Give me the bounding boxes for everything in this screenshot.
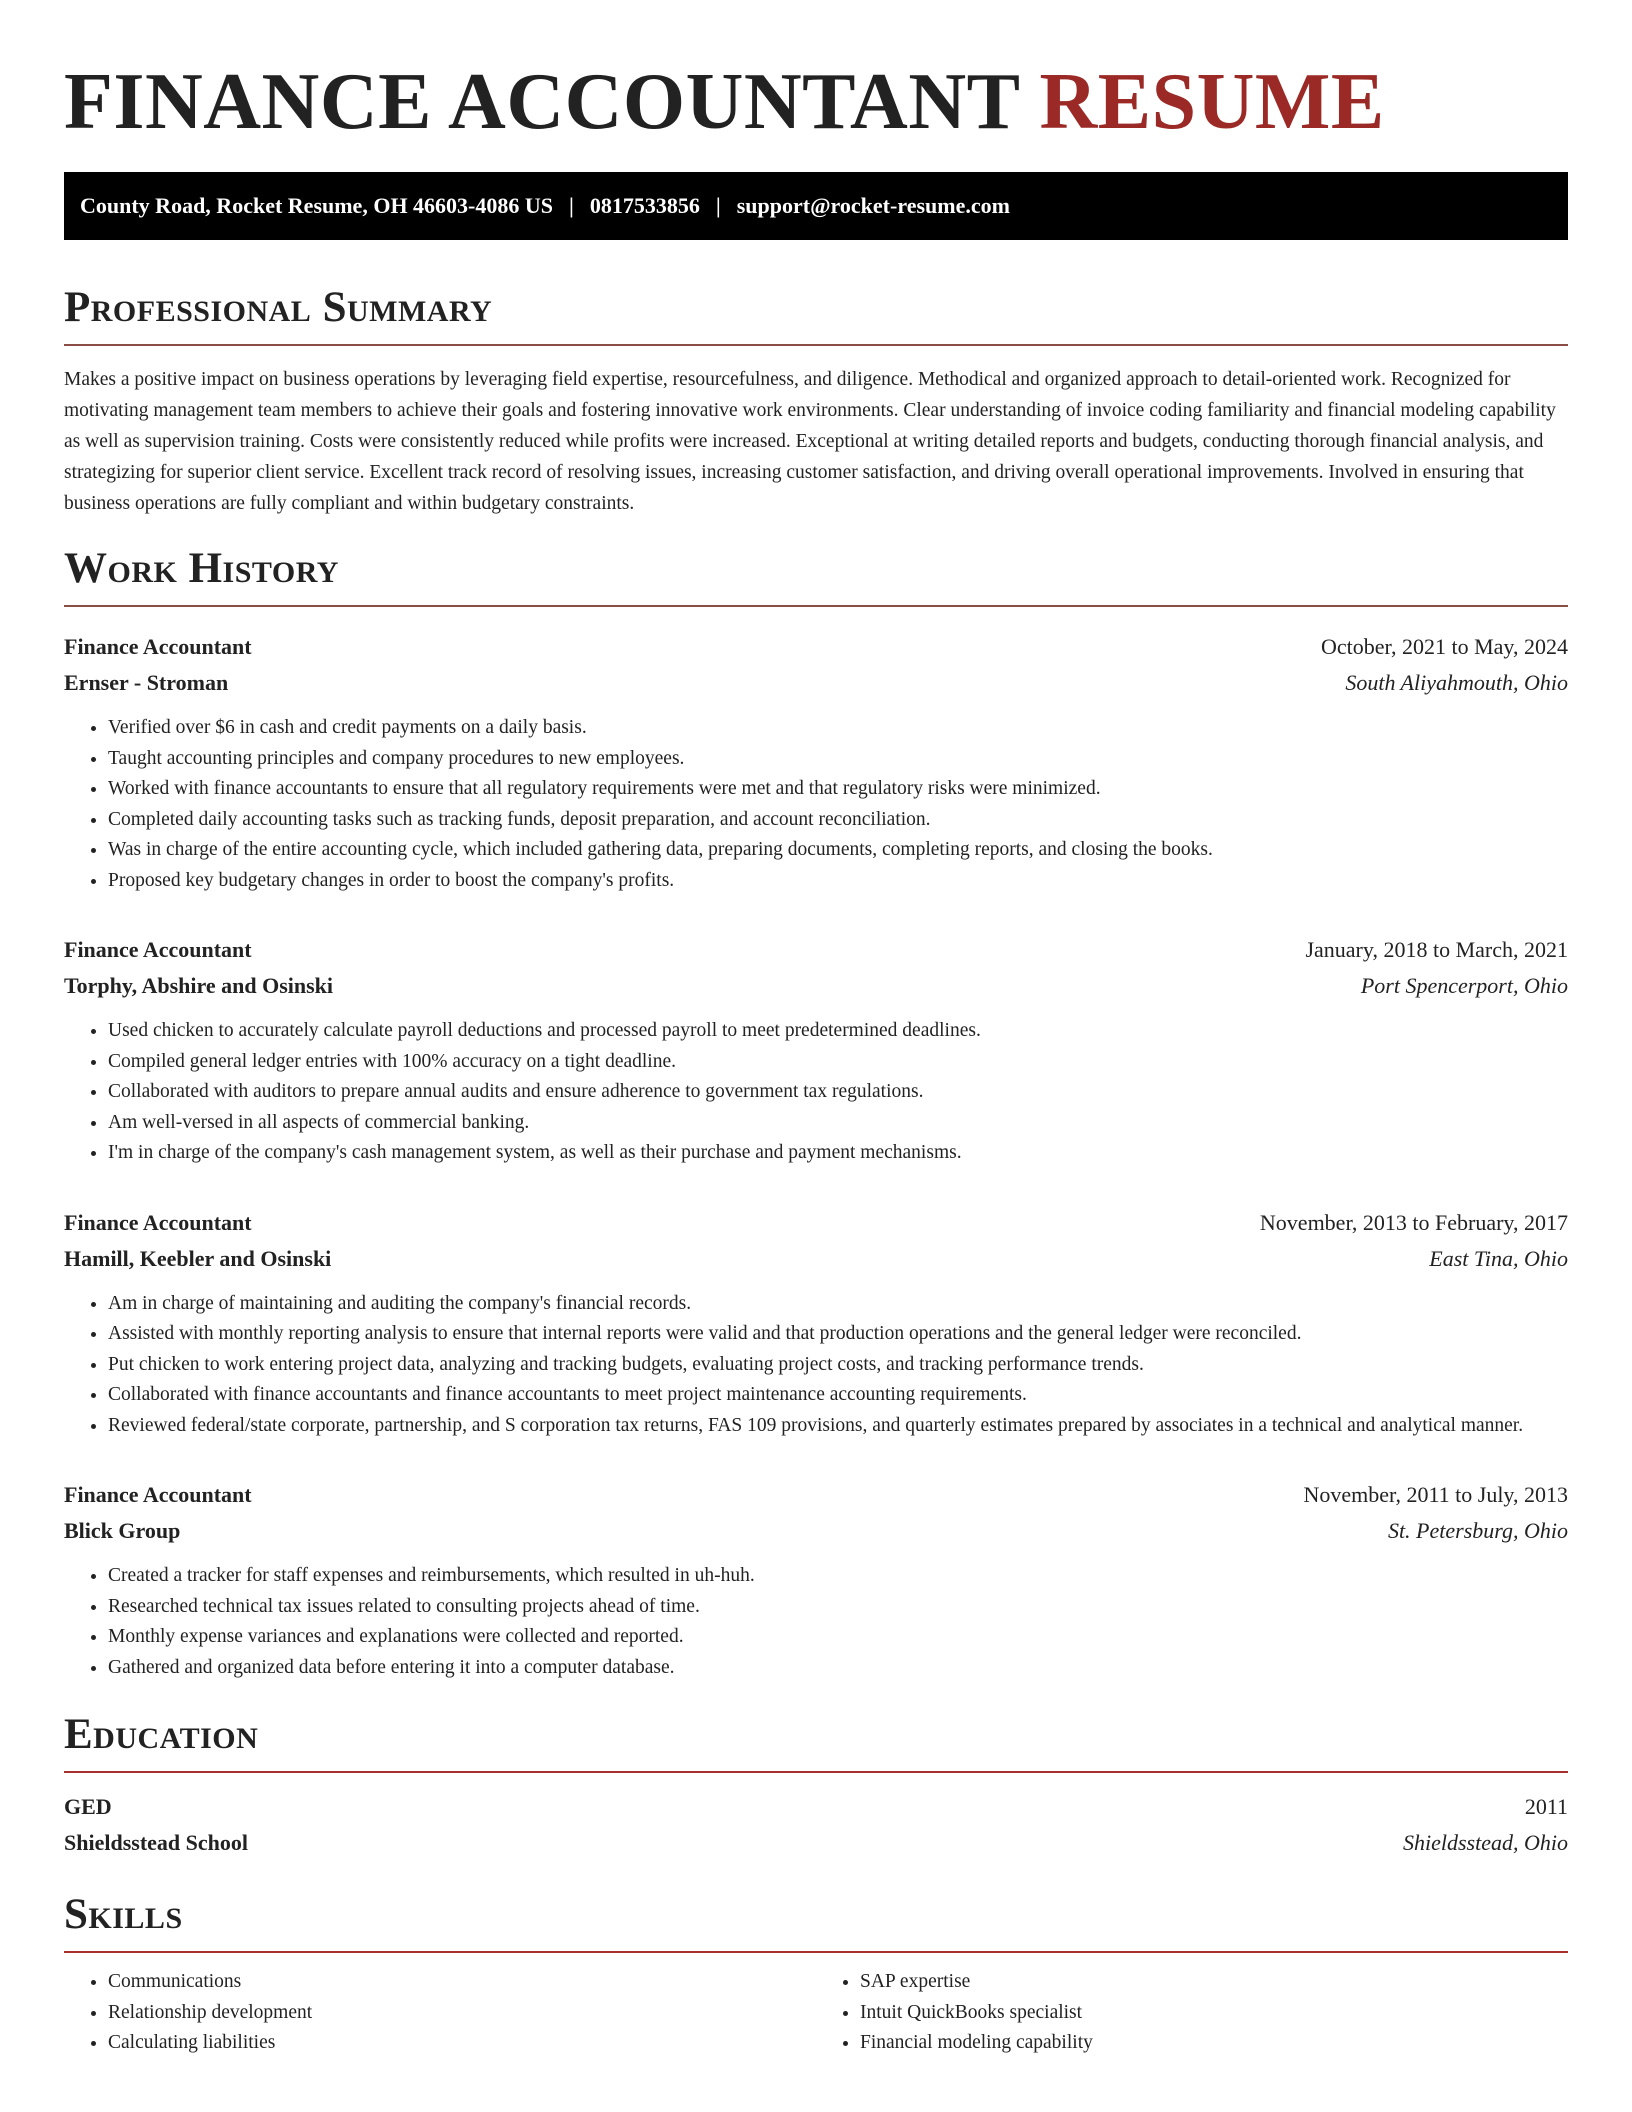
section-divider bbox=[64, 344, 1568, 346]
skill-item: • Calculating liabilities bbox=[108, 2028, 816, 2059]
education-degree: GED bbox=[64, 1794, 112, 1819]
job-bullet: • Verified over $6 in cash and credit payments on a daily basis. bbox=[108, 713, 1568, 744]
job-bullet: • Compiled general ledger entries with 100% accuracy on a tight deadline. bbox=[108, 1047, 1568, 1078]
skills-heading: Skills bbox=[64, 1891, 183, 1938]
education-school: Shieldsstead School bbox=[64, 1830, 248, 1855]
skill-item: • SAP expertise bbox=[860, 1967, 1568, 1998]
job-bullets bbox=[64, 1289, 1568, 1442]
job-bullet: • Gathered and organized data before entering it into a computer database. bbox=[108, 1653, 1568, 1684]
work-history-heading: Work History bbox=[64, 545, 339, 592]
job-bullet: • Assisted with monthly reporting analysis to ensure that internal reports were valid and that production operations and the general ledger were reconciled. bbox=[108, 1319, 1568, 1350]
job-dates: November, 2013 to February, 2017 bbox=[1259, 1209, 1568, 1235]
job-bullet: • Monthly expense variances and explanations were collected and reported. bbox=[108, 1622, 1568, 1653]
job-bullet: • Created a tracker for staff expenses and reimbursements, which resulted in uh-huh. bbox=[108, 1561, 1568, 1592]
job-bullet: • Was in charge of the entire accounting cycle, which included gathering data, preparing documents, completing reports, and closing the books. bbox=[108, 835, 1568, 866]
education-location: Shieldsstead, Ohio bbox=[1403, 1830, 1568, 1855]
skills-list-right bbox=[816, 1967, 1568, 2059]
skill-item: • Intuit QuickBooks specialist bbox=[860, 1998, 1568, 2029]
job-entry bbox=[64, 932, 1568, 1169]
job-location: Port Spencerport, Ohio bbox=[1360, 973, 1568, 998]
job-row-bottom bbox=[64, 1513, 1568, 1549]
job-bullets bbox=[64, 713, 1568, 896]
education-entry bbox=[64, 1789, 1568, 1861]
job-entry bbox=[64, 1205, 1568, 1442]
education-heading: Education bbox=[64, 1711, 259, 1758]
summary-heading: Professional Summary bbox=[64, 284, 493, 331]
job-bullet: • Worked with finance accountants to ensure that all regulatory requirements were met and that regulatory risks were minimized. bbox=[108, 774, 1568, 805]
job-company: Hamill, Keebler and Osinski bbox=[64, 1245, 332, 1271]
job-row-top bbox=[64, 629, 1568, 665]
job-bullets bbox=[64, 1561, 1568, 1683]
section-divider bbox=[64, 1951, 1568, 1953]
education-section bbox=[64, 1709, 1568, 1861]
section-divider bbox=[64, 1771, 1568, 1773]
education-row-top bbox=[64, 1789, 1568, 1825]
job-company: Torphy, Abshire and Osinski bbox=[64, 973, 334, 998]
job-location: East Tina, Ohio bbox=[1429, 1245, 1568, 1271]
job-company: Blick Group bbox=[64, 1518, 181, 1543]
contact-phone: 0817533856 bbox=[589, 193, 700, 218]
resume-title-accent: RESUME bbox=[1039, 58, 1385, 146]
job-location: South Aliyahmouth, Ohio bbox=[1345, 670, 1568, 695]
job-dates: January, 2018 to March, 2021 bbox=[1305, 937, 1568, 962]
job-location: St. Petersburg, Ohio bbox=[1387, 1518, 1568, 1543]
job-entry bbox=[64, 629, 1568, 896]
job-list bbox=[64, 629, 1568, 1683]
skill-item: • Communications bbox=[108, 1967, 816, 1998]
resume-title-main: FINANCE ACCOUNTANT bbox=[64, 58, 1020, 146]
resume-title bbox=[64, 0, 1568, 148]
skill-item: • Relationship development bbox=[108, 1998, 816, 2029]
contact-separator: | bbox=[715, 193, 721, 218]
job-company: Ernser - Stroman bbox=[64, 670, 229, 695]
job-bullet: • Taught accounting principles and company procedures to new employees. bbox=[108, 744, 1568, 775]
contact-separator: | bbox=[569, 193, 574, 218]
job-bullet: • Completed daily accounting tasks such as tracking funds, deposit preparation, and account reconciliation. bbox=[108, 805, 1568, 836]
section-divider bbox=[64, 605, 1568, 607]
job-title: Finance Accountant bbox=[64, 937, 252, 962]
skill-item: • Financial modeling capability bbox=[860, 2028, 1568, 2059]
job-bullet: • Am in charge of maintaining and auditing the company's financial records. bbox=[108, 1289, 1568, 1320]
education-row-bottom bbox=[64, 1825, 1568, 1861]
job-bullet: • Collaborated with auditors to prepare annual audits and ensure adherence to government tax regulations. bbox=[108, 1077, 1568, 1108]
work-history-section bbox=[64, 543, 1568, 1683]
job-bullets bbox=[64, 1016, 1568, 1169]
job-bullet: • Reviewed federal/state corporate, partnership, and S corporation tax returns, FAS 109 provisions, and quarterly estimates prepared by associates in a technical and analytical manner. bbox=[108, 1411, 1568, 1442]
education-year: 2011 bbox=[1524, 1794, 1568, 1819]
job-title: Finance Accountant bbox=[64, 1209, 252, 1235]
job-row-top bbox=[64, 1477, 1568, 1513]
job-row-bottom bbox=[64, 665, 1568, 701]
summary-text: Makes a positive impact on business operations by leveraging field expertise, resourcefulness, and diligence. Methodical and organized approach to detail-oriented work. Recognized for motivating management team members to achieve their goals and fostering innovative work environments. Clear understanding of invoice coding familiarity and financial modeling capability as well as supervision training. Costs were consistently reduced while profits were increased. Exceptional at writing detailed reports and budgets, conducting thorough financial analysis, and strategizing for superior client service. Excellent track record of resolving issues, increasing customer satisfaction, and driving overall operational improvements. Involved in ensuring that business operations are fully compliant and within budgetary constraints. bbox=[64, 369, 1556, 514]
skills-section bbox=[64, 1889, 1568, 2059]
job-bullet: • Used chicken to accurately calculate payroll deductions and processed payroll to meet predetermined deadlines. bbox=[108, 1016, 1568, 1047]
contact-bar bbox=[64, 172, 1568, 240]
job-row-top bbox=[64, 1205, 1568, 1241]
contact-email: support@rocket-resume.com bbox=[736, 193, 1010, 218]
job-title: Finance Accountant bbox=[64, 634, 252, 659]
job-bullet: • Researched technical tax issues related to consulting projects ahead of time. bbox=[108, 1592, 1568, 1623]
job-bullet: • Put chicken to work entering project data, analyzing and tracking budgets, evaluating project costs, and tracking performance trends. bbox=[108, 1350, 1568, 1381]
job-entry bbox=[64, 1477, 1568, 1683]
job-dates: October, 2021 to May, 2024 bbox=[1321, 634, 1568, 659]
job-row-bottom bbox=[64, 968, 1568, 1004]
job-row-bottom bbox=[64, 1241, 1568, 1277]
job-dates: November, 2011 to July, 2013 bbox=[1303, 1482, 1568, 1507]
job-title: Finance Accountant bbox=[64, 1482, 252, 1507]
contact-address: County Road, Rocket Resume, OH 46603-4086 US bbox=[80, 193, 553, 218]
job-bullet: • I'm in charge of the company's cash management system, as well as their purchase and payment mechanisms. bbox=[108, 1138, 1568, 1169]
skills-grid bbox=[64, 1967, 1568, 2059]
skills-list-left bbox=[64, 1967, 816, 2059]
job-bullet: • Am well-versed in all aspects of commercial banking. bbox=[108, 1108, 1568, 1139]
job-bullet: • Proposed key budgetary changes in order to boost the company's profits. bbox=[108, 866, 1568, 897]
job-bullet: • Collaborated with finance accountants and finance accountants to meet project maintenance accounting requirements. bbox=[108, 1380, 1568, 1411]
job-row-top bbox=[64, 932, 1568, 968]
summary-section bbox=[64, 282, 1568, 519]
